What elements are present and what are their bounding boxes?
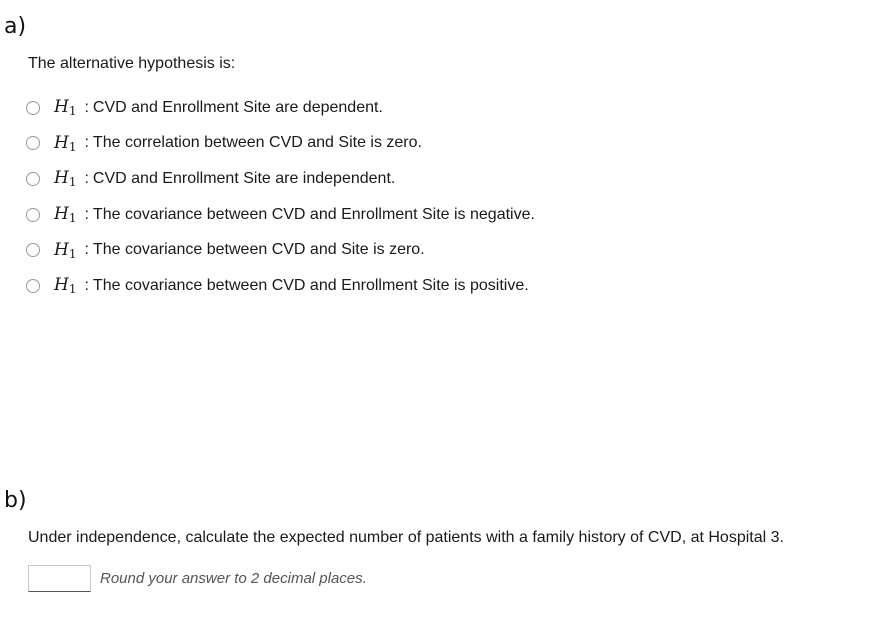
option-text: The correlation between CVD and Site is zero. [92,134,422,152]
radio-button[interactable] [26,208,40,222]
radio-button[interactable] [26,279,40,293]
option-covariance-zero[interactable] [26,232,535,268]
separator: : [84,241,89,259]
separator: : [84,134,89,152]
hypothesis-symbol: $H_1$ [54,168,77,190]
rounding-hint: Round your answer to 2 decimal places. [100,570,367,587]
option-covariance-negative[interactable] [26,197,535,233]
question-a-prompt: The alternative hypothesis is: [28,55,236,72]
option-text: CVD and Enrollment Site are dependent. [92,98,383,116]
hypothesis-options [26,90,535,304]
option-text: The covariance between CVD and Enrollment Site is negative. [92,205,535,223]
question-b-prompt: Under independence, calculate the expected number of patients with a family history of CVD, at Hospital 3. [28,529,784,546]
hypothesis-symbol: $H_1$ [54,239,77,261]
option-independent[interactable] [26,161,535,197]
option-text: The covariance between CVD and Site is zero. [92,241,425,259]
option-correlation-zero[interactable] [26,126,535,162]
separator: : [84,276,89,294]
hypothesis-symbol: $H_1$ [54,204,77,226]
option-dependent[interactable] [26,90,535,126]
part-b-label: b) [4,488,27,513]
radio-button[interactable] [26,172,40,186]
radio-button[interactable] [26,243,40,257]
hypothesis-symbol: $H_1$ [54,132,77,154]
option-text: The covariance between CVD and Enrollment Site is positive. [92,276,529,294]
hypothesis-symbol: $H_1$ [54,97,77,119]
separator: : [84,98,89,116]
separator: : [84,169,89,187]
part-a-label: a) [4,14,27,39]
radio-button[interactable] [26,136,40,150]
separator: : [84,205,89,223]
answer-input[interactable] [28,565,91,592]
option-text: CVD and Enrollment Site are independent. [92,169,396,187]
hypothesis-symbol: $H_1$ [54,275,77,297]
option-covariance-positive[interactable] [26,268,535,304]
radio-button[interactable] [26,101,40,115]
